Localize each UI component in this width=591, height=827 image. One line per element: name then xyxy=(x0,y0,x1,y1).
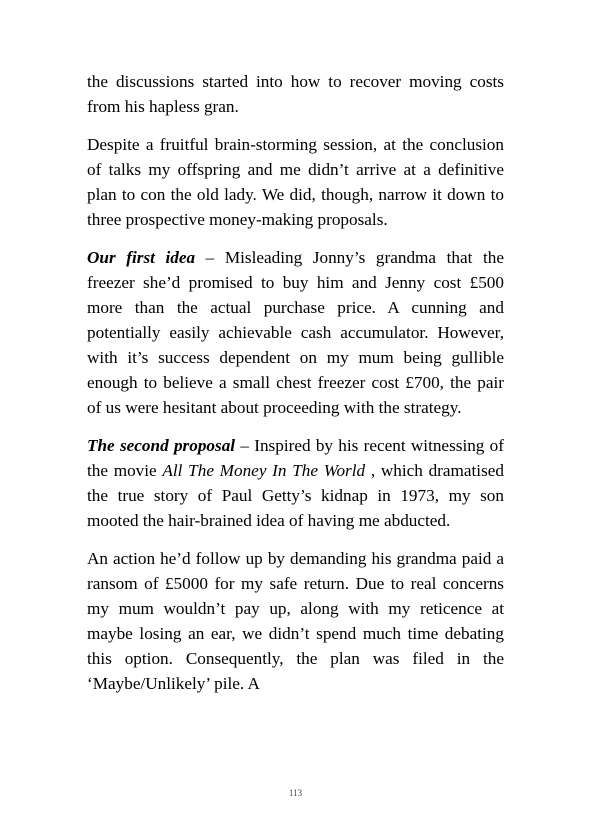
page-body xyxy=(87,69,504,709)
paragraph-text: Despite a fruitful brain-storming session, at the conclusion of talks my offspring and me didn’t arrive at a definitive plan to con the old lady. We did, though, narrow it down to three prospective money-making proposals. xyxy=(87,135,504,229)
paragraph-5 xyxy=(87,546,504,696)
paragraph-lead: The second proposal xyxy=(87,436,236,455)
paragraph-first-idea xyxy=(87,245,504,420)
paragraph-lead: Our first idea xyxy=(87,248,196,267)
paragraph-2 xyxy=(87,132,504,232)
paragraph-second-proposal xyxy=(87,433,504,533)
paragraph-text: An action he’d follow up by demanding his grandma paid a ransom of £5000 for my safe return. Due to real concerns my mum wouldn’t pay up, along with my reticence at maybe losing an ear, we didn’t spend much time debating this option. Consequently, the plan was filed in the ‘Maybe/Unlikely’ pile. A xyxy=(87,549,504,693)
paragraph-text: , which dramatised the true story of Paul Getty’s kidnap in 1973, my son mooted the hair-brained idea of having me abducted. xyxy=(87,461,504,530)
paragraph-1 xyxy=(87,69,504,119)
movie-title: All The Money In The World xyxy=(162,461,366,480)
paragraph-text: – Misleading Jonny’s grandma that the freezer she’d promised to buy him and Jenny cost £500 more than the actual purchase price. A cunning and potentially easily achievable cash accumulator. However, with it’s success dependent on my mum being gullible enough to believe a small chest freezer cost £700, the pair of us were hesitant about proceeding with the strategy. xyxy=(87,248,505,417)
paragraph-text: the discussions started into how to recover moving costs from his hapless gran. xyxy=(87,72,504,116)
paragraph-text: – Inspired by his recent witnessing of the movie xyxy=(87,436,504,480)
page-number: 113 xyxy=(288,788,303,798)
